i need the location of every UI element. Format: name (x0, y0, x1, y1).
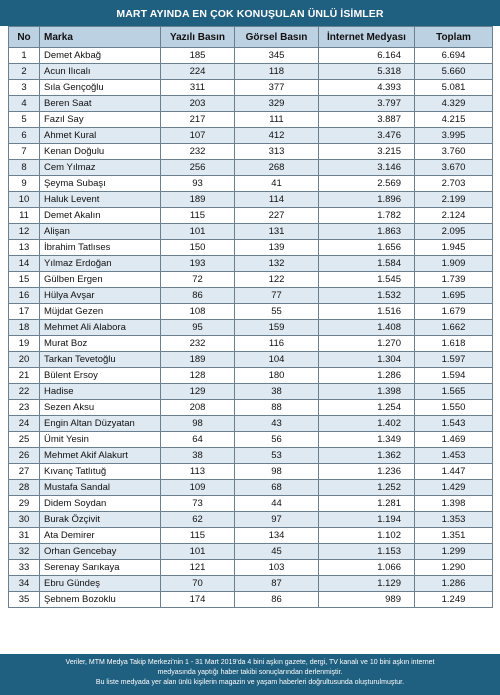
table-row (9, 80, 493, 96)
cell-toplam: 1.398 (415, 496, 493, 512)
cell-internet-medyasi: 1.129 (319, 576, 415, 592)
cell-no: 2 (9, 64, 40, 80)
cell-internet-medyasi: 6.164 (319, 48, 415, 64)
cell-gorsel-basin: 268 (235, 160, 319, 176)
cell-yazili-basin: 93 (161, 176, 235, 192)
table-row (9, 400, 493, 416)
cell-no: 29 (9, 496, 40, 512)
cell-marka: Sezen Aksu (40, 400, 161, 416)
cell-no: 31 (9, 528, 40, 544)
cell-toplam: 1.453 (415, 448, 493, 464)
cell-toplam: 2.703 (415, 176, 493, 192)
cell-internet-medyasi: 1.532 (319, 288, 415, 304)
cell-gorsel-basin: 88 (235, 400, 319, 416)
cell-no: 4 (9, 96, 40, 112)
cell-gorsel-basin: 118 (235, 64, 319, 80)
table-row (9, 496, 493, 512)
cell-toplam: 1.618 (415, 336, 493, 352)
cell-yazili-basin: 72 (161, 272, 235, 288)
cell-toplam: 1.351 (415, 528, 493, 544)
table-row (9, 64, 493, 80)
cell-no: 9 (9, 176, 40, 192)
table-row (9, 240, 493, 256)
cell-internet-medyasi: 1.236 (319, 464, 415, 480)
table-row (9, 96, 493, 112)
cell-toplam: 5.081 (415, 80, 493, 96)
cell-yazili-basin: 193 (161, 256, 235, 272)
cell-yazili-basin: 128 (161, 368, 235, 384)
cell-no: 19 (9, 336, 40, 352)
cell-internet-medyasi: 1.270 (319, 336, 415, 352)
cell-yazili-basin: 232 (161, 336, 235, 352)
cell-no: 25 (9, 432, 40, 448)
source-note-line-3: Bu liste medyada yer alan ünlü kişilerin magazin ve yaşam haberleri doğrultusunda oluşturulmuştur. (95, 679, 405, 686)
cell-gorsel-basin: 43 (235, 416, 319, 432)
cell-no: 13 (9, 240, 40, 256)
table-body (9, 48, 493, 608)
cell-yazili-basin: 189 (161, 192, 235, 208)
cell-yazili-basin: 38 (161, 448, 235, 464)
cell-gorsel-basin: 313 (235, 144, 319, 160)
source-note (0, 654, 500, 695)
cell-marka: Mehmet Ali Alabora (40, 320, 161, 336)
table-row (9, 224, 493, 240)
table-row (9, 512, 493, 528)
cell-yazili-basin: 203 (161, 96, 235, 112)
cell-gorsel-basin: 38 (235, 384, 319, 400)
cell-toplam: 1.662 (415, 320, 493, 336)
cell-yazili-basin: 101 (161, 544, 235, 560)
cell-toplam: 1.695 (415, 288, 493, 304)
cell-no: 12 (9, 224, 40, 240)
cell-gorsel-basin: 159 (235, 320, 319, 336)
cell-toplam: 3.670 (415, 160, 493, 176)
col-header-no: No (9, 27, 40, 48)
cell-gorsel-basin: 139 (235, 240, 319, 256)
cell-marka: Hülya Avşar (40, 288, 161, 304)
cell-no: 5 (9, 112, 40, 128)
cell-marka: Engin Altan Düzyatan (40, 416, 161, 432)
cell-marka: Burak Özçivit (40, 512, 161, 528)
cell-no: 26 (9, 448, 40, 464)
cell-toplam: 1.945 (415, 240, 493, 256)
cell-internet-medyasi: 1.349 (319, 432, 415, 448)
table-header-row (9, 27, 493, 48)
cell-marka: Haluk Levent (40, 192, 161, 208)
cell-toplam: 1.353 (415, 512, 493, 528)
table-row (9, 144, 493, 160)
cell-marka: Yılmaz Erdoğan (40, 256, 161, 272)
cell-no: 30 (9, 512, 40, 528)
cell-gorsel-basin: 329 (235, 96, 319, 112)
table-row (9, 128, 493, 144)
cell-internet-medyasi: 989 (319, 592, 415, 608)
cell-no: 8 (9, 160, 40, 176)
cell-yazili-basin: 224 (161, 64, 235, 80)
cell-gorsel-basin: 56 (235, 432, 319, 448)
cell-yazili-basin: 70 (161, 576, 235, 592)
table-row (9, 176, 493, 192)
table-row (9, 272, 493, 288)
cell-toplam: 1.739 (415, 272, 493, 288)
cell-no: 18 (9, 320, 40, 336)
cell-yazili-basin: 64 (161, 432, 235, 448)
table-row (9, 48, 493, 64)
cell-internet-medyasi: 1.408 (319, 320, 415, 336)
cell-no: 17 (9, 304, 40, 320)
cell-no: 34 (9, 576, 40, 592)
cell-internet-medyasi: 1.153 (319, 544, 415, 560)
cell-marka: Tarkan Tevetoğlu (40, 352, 161, 368)
cell-no: 10 (9, 192, 40, 208)
cell-gorsel-basin: 77 (235, 288, 319, 304)
cell-no: 14 (9, 256, 40, 272)
cell-yazili-basin: 108 (161, 304, 235, 320)
cell-toplam: 1.469 (415, 432, 493, 448)
cell-internet-medyasi: 1.102 (319, 528, 415, 544)
cell-yazili-basin: 107 (161, 128, 235, 144)
cell-internet-medyasi: 1.194 (319, 512, 415, 528)
cell-gorsel-basin: 87 (235, 576, 319, 592)
table-row (9, 464, 493, 480)
cell-marka: Demet Akbağ (40, 48, 161, 64)
cell-marka: Ümit Yesin (40, 432, 161, 448)
cell-marka: Alişan (40, 224, 161, 240)
cell-gorsel-basin: 180 (235, 368, 319, 384)
cell-yazili-basin: 232 (161, 144, 235, 160)
cell-no: 15 (9, 272, 40, 288)
cell-marka: Beren Saat (40, 96, 161, 112)
cell-yazili-basin: 101 (161, 224, 235, 240)
cell-no: 1 (9, 48, 40, 64)
cell-marka: Mehmet Akif Alakurt (40, 448, 161, 464)
col-header-toplam: Toplam (415, 27, 493, 48)
cell-no: 3 (9, 80, 40, 96)
cell-toplam: 1.679 (415, 304, 493, 320)
cell-yazili-basin: 129 (161, 384, 235, 400)
cell-internet-medyasi: 3.215 (319, 144, 415, 160)
cell-internet-medyasi: 1.254 (319, 400, 415, 416)
cell-gorsel-basin: 41 (235, 176, 319, 192)
cell-internet-medyasi: 1.398 (319, 384, 415, 400)
cell-marka: Sıla Gençoğlu (40, 80, 161, 96)
cell-gorsel-basin: 104 (235, 352, 319, 368)
cell-marka: Gülben Ergen (40, 272, 161, 288)
cell-internet-medyasi: 1.656 (319, 240, 415, 256)
cell-toplam: 1.249 (415, 592, 493, 608)
cell-toplam: 1.550 (415, 400, 493, 416)
cell-no: 32 (9, 544, 40, 560)
cell-gorsel-basin: 68 (235, 480, 319, 496)
cell-no: 35 (9, 592, 40, 608)
cell-no: 24 (9, 416, 40, 432)
cell-gorsel-basin: 122 (235, 272, 319, 288)
cell-yazili-basin: 113 (161, 464, 235, 480)
cell-toplam: 1.286 (415, 576, 493, 592)
table-row (9, 352, 493, 368)
cell-toplam: 5.660 (415, 64, 493, 80)
cell-internet-medyasi: 3.146 (319, 160, 415, 176)
cell-internet-medyasi: 1.286 (319, 368, 415, 384)
cell-gorsel-basin: 111 (235, 112, 319, 128)
source-note-line-2: medyasında yaptığı haber takibi sonuçlarından derlenmiştir. (157, 669, 343, 676)
cell-marka: Murat Boz (40, 336, 161, 352)
cell-toplam: 2.199 (415, 192, 493, 208)
cell-marka: Şebnem Bozoklu (40, 592, 161, 608)
cell-toplam: 1.543 (415, 416, 493, 432)
table-row (9, 304, 493, 320)
cell-gorsel-basin: 97 (235, 512, 319, 528)
cell-marka: Serenay Sarıkaya (40, 560, 161, 576)
cell-no: 20 (9, 352, 40, 368)
cell-toplam: 2.124 (415, 208, 493, 224)
cell-toplam: 1.565 (415, 384, 493, 400)
table-row (9, 544, 493, 560)
cell-internet-medyasi: 1.545 (319, 272, 415, 288)
cell-yazili-basin: 98 (161, 416, 235, 432)
cell-gorsel-basin: 55 (235, 304, 319, 320)
table-row (9, 256, 493, 272)
cell-internet-medyasi: 5.318 (319, 64, 415, 80)
cell-yazili-basin: 189 (161, 352, 235, 368)
table-row (9, 432, 493, 448)
table-row (9, 592, 493, 608)
cell-internet-medyasi: 1.252 (319, 480, 415, 496)
cell-yazili-basin: 86 (161, 288, 235, 304)
cell-marka: Acun Ilıcalı (40, 64, 161, 80)
table-row (9, 416, 493, 432)
cell-no: 27 (9, 464, 40, 480)
cell-yazili-basin: 311 (161, 80, 235, 96)
cell-gorsel-basin: 377 (235, 80, 319, 96)
cell-internet-medyasi: 1.863 (319, 224, 415, 240)
cell-marka: Kıvanç Tatlıtuğ (40, 464, 161, 480)
cell-toplam: 1.299 (415, 544, 493, 560)
cell-gorsel-basin: 86 (235, 592, 319, 608)
cell-marka: Hadise (40, 384, 161, 400)
cell-gorsel-basin: 412 (235, 128, 319, 144)
cell-gorsel-basin: 44 (235, 496, 319, 512)
page-title: MART AYINDA EN ÇOK KONUŞULAN ÜNLÜ İSİMLER (0, 0, 500, 26)
cell-marka: Ata Demirer (40, 528, 161, 544)
cell-yazili-basin: 150 (161, 240, 235, 256)
cell-internet-medyasi: 1.304 (319, 352, 415, 368)
table-row (9, 560, 493, 576)
cell-internet-medyasi: 1.896 (319, 192, 415, 208)
cell-marka: Şeyma Subaşı (40, 176, 161, 192)
cell-gorsel-basin: 131 (235, 224, 319, 240)
cell-yazili-basin: 121 (161, 560, 235, 576)
cell-toplam: 1.909 (415, 256, 493, 272)
table-row (9, 192, 493, 208)
cell-yazili-basin: 109 (161, 480, 235, 496)
cell-internet-medyasi: 1.782 (319, 208, 415, 224)
cell-toplam: 4.329 (415, 96, 493, 112)
cell-toplam: 3.995 (415, 128, 493, 144)
source-note-line-1: Veriler, MTM Medya Takip Merkezi'nin 1 - 31 Mart 2019'da 4 bini aşkın gazete, dergi, TV kanalı ve 10 bini aşkın internet (65, 659, 435, 666)
ranking-table (8, 26, 493, 608)
table-row (9, 112, 493, 128)
cell-marka: Demet Akalın (40, 208, 161, 224)
cell-marka: Bülent Ersoy (40, 368, 161, 384)
cell-gorsel-basin: 103 (235, 560, 319, 576)
cell-no: 7 (9, 144, 40, 160)
cell-gorsel-basin: 53 (235, 448, 319, 464)
cell-gorsel-basin: 116 (235, 336, 319, 352)
cell-toplam: 1.594 (415, 368, 493, 384)
table-row (9, 368, 493, 384)
cell-toplam: 1.597 (415, 352, 493, 368)
cell-marka: Ahmet Kural (40, 128, 161, 144)
cell-toplam: 1.447 (415, 464, 493, 480)
cell-no: 22 (9, 384, 40, 400)
table-row (9, 480, 493, 496)
cell-toplam: 1.290 (415, 560, 493, 576)
cell-gorsel-basin: 98 (235, 464, 319, 480)
cell-yazili-basin: 174 (161, 592, 235, 608)
cell-gorsel-basin: 45 (235, 544, 319, 560)
table-row (9, 448, 493, 464)
cell-internet-medyasi: 3.887 (319, 112, 415, 128)
table-row (9, 160, 493, 176)
cell-no: 6 (9, 128, 40, 144)
cell-marka: Cem Yılmaz (40, 160, 161, 176)
table-row (9, 384, 493, 400)
cell-yazili-basin: 185 (161, 48, 235, 64)
cell-gorsel-basin: 114 (235, 192, 319, 208)
cell-marka: Müjdat Gezen (40, 304, 161, 320)
cell-internet-medyasi: 1.362 (319, 448, 415, 464)
cell-no: 33 (9, 560, 40, 576)
cell-internet-medyasi: 1.281 (319, 496, 415, 512)
cell-gorsel-basin: 345 (235, 48, 319, 64)
cell-marka: Ebru Gündeş (40, 576, 161, 592)
table-row (9, 336, 493, 352)
cell-marka: Mustafa Sandal (40, 480, 161, 496)
cell-internet-medyasi: 2.569 (319, 176, 415, 192)
col-header-marka: Marka (40, 27, 161, 48)
cell-no: 23 (9, 400, 40, 416)
cell-yazili-basin: 115 (161, 528, 235, 544)
cell-toplam: 2.095 (415, 224, 493, 240)
cell-gorsel-basin: 134 (235, 528, 319, 544)
cell-internet-medyasi: 4.393 (319, 80, 415, 96)
cell-no: 28 (9, 480, 40, 496)
cell-toplam: 3.760 (415, 144, 493, 160)
cell-yazili-basin: 115 (161, 208, 235, 224)
cell-marka: Didem Soydan (40, 496, 161, 512)
table-row (9, 288, 493, 304)
cell-gorsel-basin: 227 (235, 208, 319, 224)
cell-yazili-basin: 73 (161, 496, 235, 512)
cell-toplam: 6.694 (415, 48, 493, 64)
cell-yazili-basin: 256 (161, 160, 235, 176)
cell-gorsel-basin: 132 (235, 256, 319, 272)
cell-yazili-basin: 217 (161, 112, 235, 128)
table-row (9, 576, 493, 592)
col-header-yazili-basin: Yazılı Basın (161, 27, 235, 48)
cell-yazili-basin: 95 (161, 320, 235, 336)
cell-marka: İbrahim Tatlıses (40, 240, 161, 256)
col-header-internet-medyasi: İnternet Medyası (319, 27, 415, 48)
cell-toplam: 4.215 (415, 112, 493, 128)
cell-internet-medyasi: 1.516 (319, 304, 415, 320)
table-row (9, 208, 493, 224)
cell-internet-medyasi: 1.584 (319, 256, 415, 272)
cell-marka: Fazıl Say (40, 112, 161, 128)
cell-internet-medyasi: 3.797 (319, 96, 415, 112)
cell-internet-medyasi: 1.402 (319, 416, 415, 432)
table-row (9, 320, 493, 336)
cell-yazili-basin: 208 (161, 400, 235, 416)
cell-internet-medyasi: 1.066 (319, 560, 415, 576)
cell-no: 16 (9, 288, 40, 304)
cell-marka: Orhan Gencebay (40, 544, 161, 560)
cell-internet-medyasi: 3.476 (319, 128, 415, 144)
table-row (9, 528, 493, 544)
col-header-gorsel-basin: Görsel Basın (235, 27, 319, 48)
cell-no: 21 (9, 368, 40, 384)
cell-yazili-basin: 62 (161, 512, 235, 528)
cell-marka: Kenan Doğulu (40, 144, 161, 160)
cell-no: 11 (9, 208, 40, 224)
cell-toplam: 1.429 (415, 480, 493, 496)
